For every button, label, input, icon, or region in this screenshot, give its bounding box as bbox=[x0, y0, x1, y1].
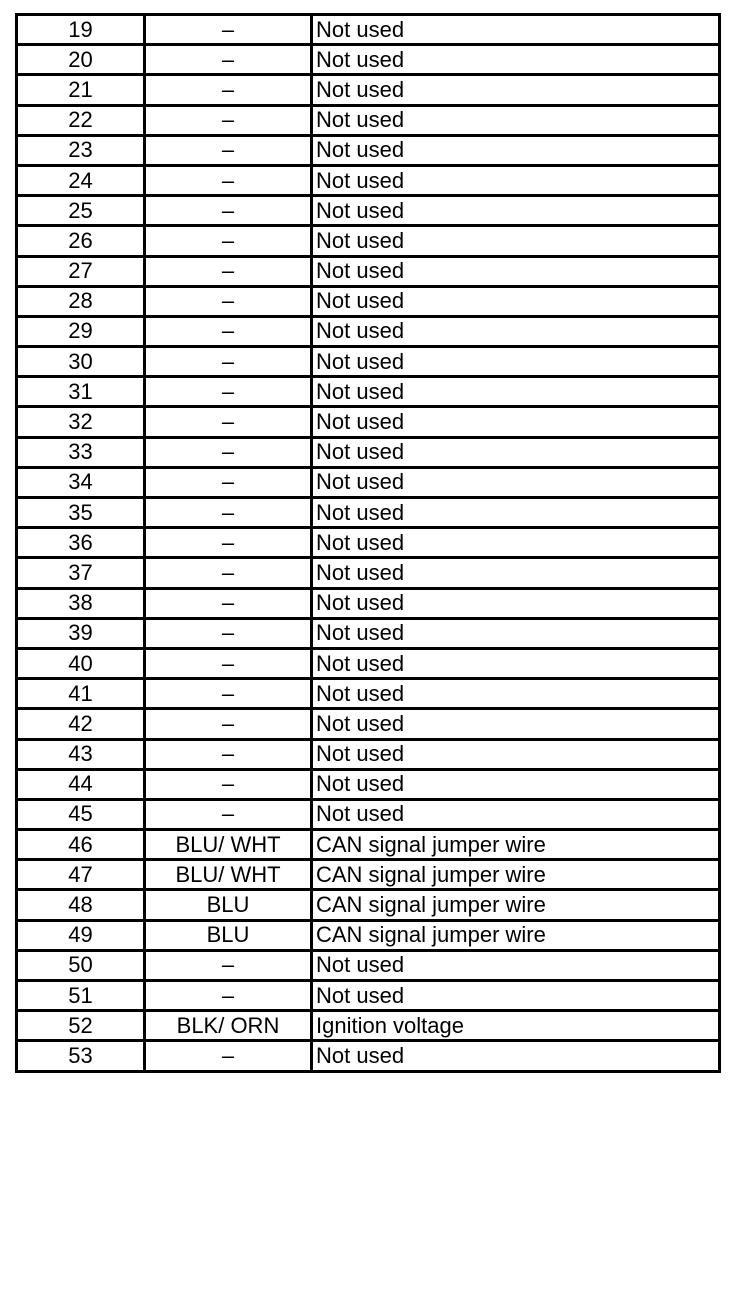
pin-number-cell: 23 bbox=[17, 135, 145, 165]
circuit-description-cell: Not used bbox=[312, 981, 720, 1011]
pin-number-cell: 28 bbox=[17, 286, 145, 316]
circuit-description-cell: Not used bbox=[312, 467, 720, 497]
circuit-description-cell: Not used bbox=[312, 769, 720, 799]
wire-color-cell: BLU bbox=[145, 890, 312, 920]
pin-number-cell: 33 bbox=[17, 437, 145, 467]
table-row bbox=[17, 15, 720, 45]
circuit-description-cell: Not used bbox=[312, 135, 720, 165]
pin-number-cell: 50 bbox=[17, 950, 145, 980]
wire-color-cell: – bbox=[145, 75, 312, 105]
wire-color-cell: – bbox=[145, 528, 312, 558]
wire-color-cell: – bbox=[145, 15, 312, 45]
table-row bbox=[17, 769, 720, 799]
table-row bbox=[17, 256, 720, 286]
table-row bbox=[17, 498, 720, 528]
wire-color-cell: – bbox=[145, 588, 312, 618]
wire-color-cell: – bbox=[145, 950, 312, 980]
wire-color-cell: – bbox=[145, 799, 312, 829]
wire-color-cell: – bbox=[145, 739, 312, 769]
table-row bbox=[17, 950, 720, 980]
pin-number-cell: 32 bbox=[17, 407, 145, 437]
pin-number-cell: 31 bbox=[17, 377, 145, 407]
pin-number-cell: 45 bbox=[17, 799, 145, 829]
table-row bbox=[17, 799, 720, 829]
wire-color-cell: – bbox=[145, 165, 312, 195]
pin-number-cell: 52 bbox=[17, 1011, 145, 1041]
pin-number-cell: 26 bbox=[17, 226, 145, 256]
circuit-description-cell: Not used bbox=[312, 256, 720, 286]
table-row bbox=[17, 286, 720, 316]
wire-color-cell: – bbox=[145, 648, 312, 678]
pin-number-cell: 47 bbox=[17, 860, 145, 890]
wire-color-cell: – bbox=[145, 769, 312, 799]
pin-number-cell: 48 bbox=[17, 890, 145, 920]
wire-color-cell: – bbox=[145, 226, 312, 256]
table-row bbox=[17, 165, 720, 195]
wire-color-cell: – bbox=[145, 407, 312, 437]
wire-color-cell: – bbox=[145, 679, 312, 709]
table-row bbox=[17, 920, 720, 950]
table-row bbox=[17, 377, 720, 407]
pin-number-cell: 22 bbox=[17, 105, 145, 135]
circuit-description-cell: Not used bbox=[312, 679, 720, 709]
pin-number-cell: 29 bbox=[17, 316, 145, 346]
table-row bbox=[17, 860, 720, 890]
wire-color-cell: – bbox=[145, 437, 312, 467]
circuit-description-cell: Not used bbox=[312, 286, 720, 316]
wire-color-cell: – bbox=[145, 196, 312, 226]
wire-color-cell: – bbox=[145, 709, 312, 739]
wire-color-cell: BLU bbox=[145, 920, 312, 950]
table-row bbox=[17, 739, 720, 769]
circuit-description-cell: Not used bbox=[312, 437, 720, 467]
table-row bbox=[17, 981, 720, 1011]
pin-number-cell: 34 bbox=[17, 467, 145, 497]
pin-number-cell: 36 bbox=[17, 528, 145, 558]
circuit-description-cell: Not used bbox=[312, 226, 720, 256]
circuit-description-cell: Not used bbox=[312, 1041, 720, 1071]
pin-number-cell: 24 bbox=[17, 165, 145, 195]
table-row bbox=[17, 588, 720, 618]
table-row bbox=[17, 1041, 720, 1071]
circuit-description-cell: Not used bbox=[312, 558, 720, 588]
wire-color-cell: – bbox=[145, 347, 312, 377]
table-row bbox=[17, 528, 720, 558]
pin-number-cell: 42 bbox=[17, 709, 145, 739]
wire-color-cell: – bbox=[145, 558, 312, 588]
table-row bbox=[17, 75, 720, 105]
circuit-description-cell: Not used bbox=[312, 377, 720, 407]
pin-number-cell: 19 bbox=[17, 15, 145, 45]
wire-color-cell: BLK/ ORN bbox=[145, 1011, 312, 1041]
wire-color-cell: – bbox=[145, 498, 312, 528]
pin-number-cell: 35 bbox=[17, 498, 145, 528]
pin-number-cell: 25 bbox=[17, 196, 145, 226]
pin-number-cell: 40 bbox=[17, 648, 145, 678]
connector-pinout-table bbox=[15, 13, 721, 1073]
wire-color-cell: – bbox=[145, 286, 312, 316]
pin-number-cell: 43 bbox=[17, 739, 145, 769]
pin-number-cell: 27 bbox=[17, 256, 145, 286]
circuit-description-cell: Not used bbox=[312, 15, 720, 45]
table-row bbox=[17, 105, 720, 135]
wire-color-cell: – bbox=[145, 135, 312, 165]
circuit-description-cell: Not used bbox=[312, 498, 720, 528]
circuit-description-cell: Not used bbox=[312, 648, 720, 678]
wire-color-cell: BLU/ WHT bbox=[145, 830, 312, 860]
circuit-description-cell: Not used bbox=[312, 950, 720, 980]
pin-number-cell: 41 bbox=[17, 679, 145, 709]
circuit-description-cell: CAN signal jumper wire bbox=[312, 920, 720, 950]
circuit-description-cell: Not used bbox=[312, 347, 720, 377]
pin-number-cell: 51 bbox=[17, 981, 145, 1011]
circuit-description-cell: Not used bbox=[312, 799, 720, 829]
circuit-description-cell: Not used bbox=[312, 618, 720, 648]
wire-color-cell: – bbox=[145, 377, 312, 407]
pin-number-cell: 46 bbox=[17, 830, 145, 860]
pin-number-cell: 44 bbox=[17, 769, 145, 799]
circuit-description-cell: Not used bbox=[312, 196, 720, 226]
pin-number-cell: 30 bbox=[17, 347, 145, 377]
circuit-description-cell: Not used bbox=[312, 588, 720, 618]
circuit-description-cell: CAN signal jumper wire bbox=[312, 860, 720, 890]
table-row bbox=[17, 226, 720, 256]
wire-color-cell: – bbox=[145, 256, 312, 286]
pin-number-cell: 20 bbox=[17, 45, 145, 75]
table-row bbox=[17, 830, 720, 860]
pin-number-cell: 37 bbox=[17, 558, 145, 588]
wire-color-cell: – bbox=[145, 1041, 312, 1071]
circuit-description-cell: Not used bbox=[312, 739, 720, 769]
table-row bbox=[17, 709, 720, 739]
table-row bbox=[17, 679, 720, 709]
pin-number-cell: 53 bbox=[17, 1041, 145, 1071]
pin-number-cell: 38 bbox=[17, 588, 145, 618]
circuit-description-cell: Not used bbox=[312, 528, 720, 558]
table-row bbox=[17, 347, 720, 377]
table-row bbox=[17, 467, 720, 497]
wire-color-cell: BLU/ WHT bbox=[145, 860, 312, 890]
table-row bbox=[17, 135, 720, 165]
circuit-description-cell: Not used bbox=[312, 165, 720, 195]
circuit-description-cell: Not used bbox=[312, 105, 720, 135]
circuit-description-cell: Not used bbox=[312, 45, 720, 75]
wire-color-cell: – bbox=[145, 981, 312, 1011]
table-row bbox=[17, 45, 720, 75]
table-row bbox=[17, 648, 720, 678]
table-row bbox=[17, 407, 720, 437]
table-row bbox=[17, 1011, 720, 1041]
table-row bbox=[17, 890, 720, 920]
circuit-description-cell: Not used bbox=[312, 75, 720, 105]
circuit-description-cell: Not used bbox=[312, 709, 720, 739]
table-row bbox=[17, 316, 720, 346]
wire-color-cell: – bbox=[145, 618, 312, 648]
circuit-description-cell: CAN signal jumper wire bbox=[312, 890, 720, 920]
pin-number-cell: 21 bbox=[17, 75, 145, 105]
circuit-description-cell: Ignition voltage bbox=[312, 1011, 720, 1041]
table-row bbox=[17, 196, 720, 226]
wire-color-cell: – bbox=[145, 316, 312, 346]
circuit-description-cell: Not used bbox=[312, 316, 720, 346]
wire-color-cell: – bbox=[145, 105, 312, 135]
table-row bbox=[17, 618, 720, 648]
pin-number-cell: 49 bbox=[17, 920, 145, 950]
wire-color-cell: – bbox=[145, 467, 312, 497]
circuit-description-cell: Not used bbox=[312, 407, 720, 437]
table-row bbox=[17, 558, 720, 588]
wire-color-cell: – bbox=[145, 45, 312, 75]
pin-number-cell: 39 bbox=[17, 618, 145, 648]
table-row bbox=[17, 437, 720, 467]
circuit-description-cell: CAN signal jumper wire bbox=[312, 830, 720, 860]
table-body bbox=[17, 15, 720, 1072]
